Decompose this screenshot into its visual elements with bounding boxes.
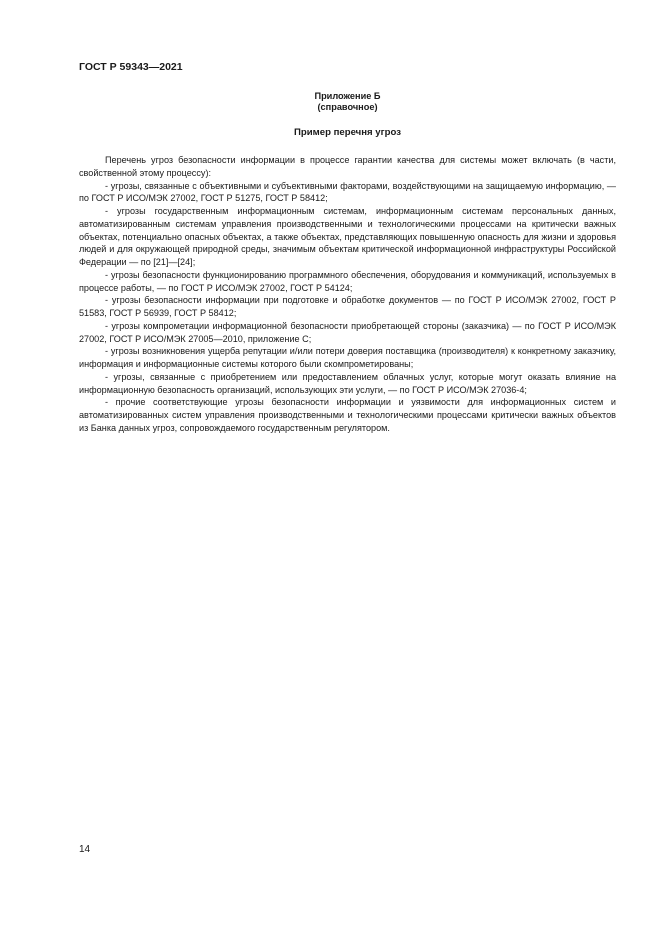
page-number: 14 [79,844,91,855]
list-item: - угрозы государственным информационным системам, информационным системам персональных данных, автоматизированным системам управления производственными и технологическими процессами на критически важных объектах, потенциально опасных объектах, а также объектах, представляющих повышенную опасность для жизни и здоровья людей и для окружающей природной среды, значимым объектам критической информационной инфраструктуры Российской Федерации — по [21]—[24]; [79,206,616,267]
appendix-title: Приложение Б [314,91,381,101]
list-item: - угрозы, связанные с объективными и субъективными факторами, воздействующими на защищаемую информацию, — по ГОСТ Р ИСО/МЭК 27002, ГОСТ Р 51275, ГОСТ Р 58412; [79,180,616,204]
paragraph: Перечень угроз безопасности информации в процессе гарантии качества для системы может включать (в части, свойственной этому процессу): [79,155,616,178]
list-item: - угрозы возникновения ущерба репутации и/или потери доверия поставщика (производителя) к конкретному заказчику, информация и информационные системы которого были скомпрометированы; [79,346,616,369]
list-item: - угрозы компрометации информационной безопасности приобретающей стороны (заказчика) — по ГОСТ Р ИСО/МЭК 27002, ГОСТ Р ИСО/МЭК 27005—2010, приложение С; [79,320,616,344]
appendix-subtitle: (справочное) [317,102,378,112]
document-header: ГОСТ Р 59343—2021 [79,61,183,73]
body-text [79,154,616,435]
list-item: - угрозы безопасности функционированию программного обеспечения, оборудования и коммуникаций, используемых в процессе работы, — по ГОСТ Р ИСО/МЭК 27002, ГОСТ Р 54124; [79,269,616,293]
list-item: - угрозы, связанные с приобретением или предоставлением облачных услуг, которые могут оказать влияние на информационную безопасность организаций, использующих эти услуги, — по ГОСТ Р ИСО/МЭК 27036-4; [79,371,616,395]
list-item: - прочие соответствующие угрозы безопасности информации и уязвимости для информационных систем и автоматизированных систем управления производственными и технологическими процессами критически важных объектов из Банка данных угроз, сопровождаемого государственным регулятором. [79,397,616,433]
section-heading: Пример перечня угроз [293,127,402,138]
list-item: - угрозы безопасности информации при подготовке и обработке документов — по ГОСТ Р ИСО/МЭК 27002, ГОСТ Р 51583, ГОСТ Р 56939, ГОСТ Р 58412; [79,295,616,318]
